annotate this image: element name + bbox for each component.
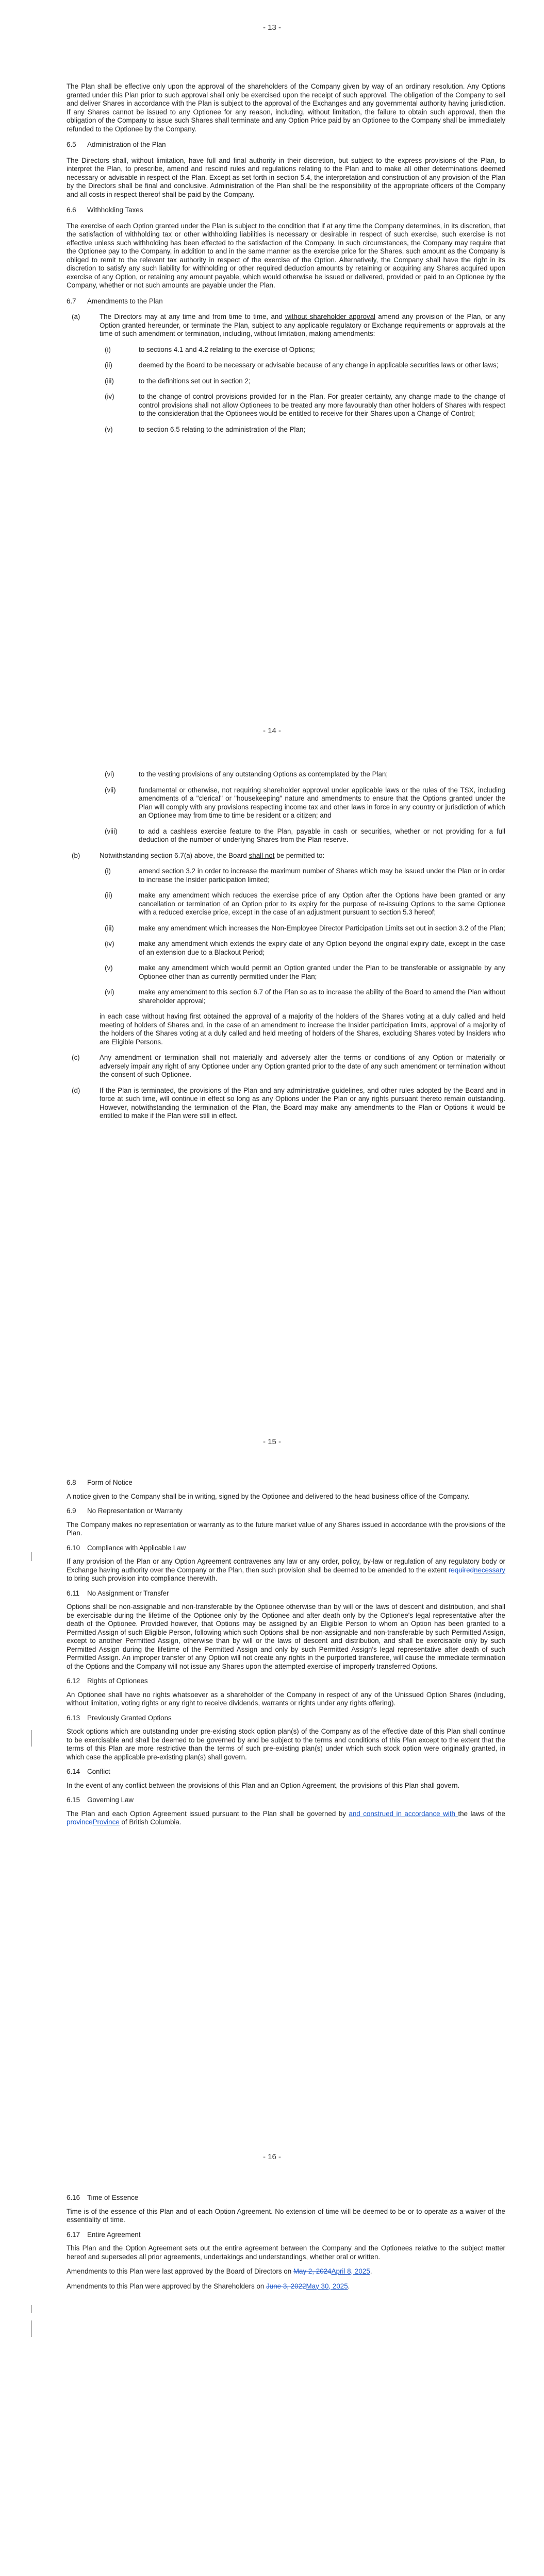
list-item: (vii) fundamental or otherwise, not requiring shareholder approval under applicable laws or the rules of the TSX, including amendments of a "clerical" or "housekeeping" nature and amendments to ensure that the Options granted under the Plan will comply with any provisions respecting income tax and other laws in force in any country or jurisdiction of which an Optionee may from time to time be resident or a citizen; and [105, 786, 505, 819]
section-heading: 6.12 Rights of Optionees [67, 1677, 148, 1685]
section-heading: 6.8 Form of Notice [67, 1479, 133, 1486]
list-item: (i) to sections 4.1 and 4.2 relating to the exercise of Options; [105, 345, 315, 353]
section-heading: 6.10 Compliance with Applicable Law [67, 1544, 186, 1552]
clause-b: (b) Notwithstanding section 6.7(a) above, the Board shall not be permitted to: (i) amend section 3.2 in order to increase the maximum number of Shares which may be issued under the Plan or in order to increase the Insider participation limited; (ii) make any amendment which reduces the exercise price of any Option after the Options have been granted or any cancellation or termination of an Option prior to its expiry for the purpose of re-issuing Options to the same Optionee with a reduced exercise price, except in the case of an adjustment pursuant to section 5.3 hereof; (iii) make any amendment which increases the Non-Employee Director Participation Limits set out in section 3.2 of the Plan; (iv) make any amendment which extends the expiry date of any Option beyond the original expiry date, except in the case of an extension due to a Blackout Period; (v) make any amendment which would permit an Option granted under the Plan to be transferable or assignable by any Optionee other than as currently permitted under the Plan; (vi) make any amendment to this section 6.7 of the Plan so as to increase the ability of the Board to amend the Plan without shareholder approval; in each case without having first obtained the approval of a majority of the holders of the Shares voting at a duly called and held meeting of holders of Shares and, in the case of an amendment to increase the Insider participation limits, approval of a majority of the holders of the Shares voting at a duly called and held meeting of holders of the Shares, excluding Shares voted by Insiders who are Eligible Persons. [72, 851, 505, 1046]
list-item: (iii) to the definitions set out in section 2; [105, 377, 251, 385]
section-heading: 6.13 Previously Granted Options [67, 1714, 172, 1722]
clause-d: (d) If the Plan is terminated, the provisions of the Plan and any administrative guidelines, and other rules adopted by the Board and in force at such time, will continue in effect so long as any Options under the Plan or any rights pursuant thereto remain outstanding. However, notwithstanding the termination of the Plan, the Board may make any amendments to the Plan or Options it would be entitled to make if the Plan were still in effect. [72, 1086, 505, 1120]
list-item: (i) amend section 3.2 in order to increase the maximum number of Shares which may be issued under the Plan or in order to increase the Insider participation limited; [105, 867, 505, 884]
list-item: (v) to section 6.5 relating to the administration of the Plan; [105, 425, 306, 433]
section-heading: 6.11 No Assignment or Transfer [67, 1589, 169, 1597]
page-number: - 16 - [262, 2153, 281, 2161]
list-item: (iv) make any amendment which extends the expiry date of any Option beyond the original expiry date, except in the case of an extension due to a Blackout Period; [105, 940, 505, 956]
page-number: - 13 - [262, 23, 281, 32]
section-heading: 6.17 Entire Agreement [67, 2230, 141, 2239]
page-number: - 14 - [262, 726, 281, 735]
section-heading: 6.14 Conflict [67, 1768, 110, 1775]
section-paragraph: The Company makes no representation or warranty as to the future market value of any Shares issued in accordance with the provisions of the Plan. [67, 1520, 505, 1537]
section-paragraph: An Optionee shall have no rights whatsoever as a shareholder of the Company in respect of any of the Unissued Option Shares (including, without limitation, voting rights or any right to receive dividends, warrants or rights under any rights offering). [67, 1690, 505, 1707]
amendment-approval-shareholders: Amendments to this Plan were approved by the Shareholders on June 3, 2022May 30, 2025. [67, 2282, 350, 2290]
section-paragraph: If any provision of the Plan or any Option Agreement contravenes any law or any order, policy, by-law or regulation of any regulatory body or Exchange having authority over the Company or the Plan, then such provision shall be deemed to be amended to the extent requirednecessary to bring such provision into compliance therewith. [67, 1557, 505, 1582]
section-paragraph: A notice given to the Company shall be in writing, signed by the Optionee and delivered to the head business office of the Company. [67, 1492, 470, 1500]
intro-paragraph: The Plan shall be effective only upon the approval of the shareholders of the Company given by way of an ordinary resolution. Any Options granted under this Plan prior to such approval shall only be exercised upon the receipt of such approval. The obligation of the Company to sell and deliver Shares in accordance with the Plan is subject to the approval of the Exchanges and any governmental authority having jurisdiction. If any Shares cannot be issued to any Optionee for any reason, including, without limitation, the failure to obtain such approval, then the obligation of the Company to issue such Shares shall terminate and any Option Price paid by an Optionee to the Company shall be immediately refunded to the Optionee by the Company. [67, 82, 505, 133]
inserted-text: Province [92, 1818, 120, 1826]
section-paragraph: Options shall be non-assignable and non-transferable by the Optionee otherwise than by will or the laws of descent and distribution, and shall be exercisable during the lifetime of the Optionee only by the Optionee and after death only by the Optionee's legal representative after the death of the Optionee. Provided however, that Options may be assigned by an Eligible Person to whom an Option has been granted to a Permitted Assign of such Eligible Person, following which such Options shall be non-assignable and non-transferable by such Permitted Assign, except to another Permitted Assign, otherwise than by will or the laws of descent and distribution, and shall be exercisable only by such Permitted Assign during the lifetime of the Permitted Assign and only by such Permitted Assign's legal representative after death of such Permitted Assign. An improper transfer of any Option will not create any rights in the purported transferee, will cause the immediate termination of the Options and the Company will not issue any Shares upon the attempted exercise of improperly transferred Options. [67, 1603, 505, 1670]
clause-text: The Directors may at any time and from time to time, and without shareholder approval amend any provision of the Plan, or any Option granted hereunder, or terminate the Plan, subject to any applicable regulatory or Exchange requirements or approvals at the time of such amendment or termination, including, without limitation, making amendments: [100, 313, 505, 337]
subclause-list [100, 867, 505, 1005]
section-heading: 6.15 Governing Law [67, 1796, 134, 1804]
list-item: (iii) make any amendment which increases the Non-Employee Director Participation Limits set out in section 3.2 of the Plan; [105, 924, 505, 932]
inserted-text: April 8, 2025 [331, 2267, 370, 2275]
page-number: - 15 - [262, 1437, 281, 1446]
section-paragraph: Time is of the essence of this Plan and of each Option Agreement. No extension of time will be deemed to be or to operate as a waiver of the essentiality of time. [67, 2207, 505, 2224]
list-item: (ii) deemed by the Board to be necessary or advisable because of any change in applicable securities laws or other laws; [105, 361, 499, 369]
inserted-text: and construed in accordance with [349, 1809, 458, 1818]
section-heading: 6.5 Administration of the Plan [67, 141, 166, 148]
deleted-text: province [67, 1818, 93, 1826]
deleted-text: required [448, 1566, 474, 1574]
section-paragraph: The exercise of each Option granted under the Plan is subject to the condition that if at any time the Company determines, in its discretion, that the satisfaction of withholding tax or other withholding liabilities is necessary or desirable in respect of such exercise, such exercise is not effective unless such withholding has been effected to the satisfaction of the Company. In such circumstances, the Company may require that the Optionee pay to the Company, in addition to and in the same manner as the exercise price for the Shares, such amount as the Company is obliged to remit to the relevant tax authority in respect of the exercise of the Option. Alternatively, the Company shall have the right in its discretion to satisfy any such liability for withholding or other required deduction amounts by retaining or acquiring any Shares acquired upon exercise of any Option, or retaining any amount payable, which would otherwise be issued or delivered, provided or paid to an Optionee by the Company, whether or not such amounts are payable under the Plan. [67, 222, 505, 289]
subclause-list [67, 770, 505, 844]
subclause-list [100, 346, 505, 434]
section-heading: 6.6 Withholding Taxes [67, 206, 143, 214]
amendment-approval-board: Amendments to this Plan were last approved by the Board of Directors on May 2, 2024April 8, 2025. [67, 2267, 372, 2275]
section-paragraph: The Directors shall, without limitation, have full and final authority in their discretion, but subject to the express provisions of the Plan, to interpret the Plan, to prescribe, amend and rescind rules and regulations relating to the Plan and to make all other determinations deemed necessary or advisable in respect of the Plan. Except as set forth in section 5.4, the interpretation and construction of any provision of the Plan by the Directors shall be final and conclusive. Administration of the Plan shall be the responsibility of the appropriate officers of the Company and all costs in respect thereof shall be paid by the Company. [67, 156, 505, 198]
clause-text: Notwithstanding section 6.7(a) above, the Board shall not be permitted to: [100, 851, 325, 859]
inserted-text: necessary [473, 1566, 505, 1574]
clause-c: (c) Any amendment or termination shall not materially and adversely alter the terms or conditions of any Option or materially or adversely impair any right of any Optionee under any Option granted prior to the date of any such amendment or termination without the consent of such Optionee. [72, 1054, 505, 1078]
deleted-text: May 2, 2024 [293, 2267, 332, 2275]
list-item: (viii) to add a cashless exercise feature to the Plan, payable in cash or securities, whether or not providing for a full deduction of the number of underlying Shares from the Plan reserve. [105, 827, 505, 843]
section-heading: 6.9 No Representation or Warranty [67, 1507, 183, 1515]
section-paragraph: This Plan and the Option Agreement sets out the entire agreement between the Company and the Optionees relative to the subject matter hereof and supersedes all prior agreements, undertakings and understandings, whether oral or written. [67, 2244, 505, 2261]
deleted-text: June 3, 2022 [266, 2282, 306, 2290]
section-paragraph: Stock options which are outstanding under pre-existing stock option plan(s) of the Company as of the effective date of this Plan shall continue to be exercisable and shall be deemed to be governed by and be subject to the terms and conditions of this Plan except to the extent that the terms of this Plan are more restrictive than the terms of such pre-existing plan(s) under which such stock option were originally granted, in which case the applicable pre-existing plan(s) shall govern. [67, 1727, 505, 1761]
list-item: (vi) make any amendment to this section 6.7 of the Plan so as to increase the ability of the Board to amend the Plan without shareholder approval; [105, 988, 505, 1005]
section-heading: 6.16 Time of Essence [67, 2194, 139, 2201]
list-item: (v) make any amendment which would permit an Option granted under the Plan to be transferable or assignable by any Optionee other than as currently permitted under the Plan; [105, 964, 505, 980]
clause-tail: in each case without having first obtained the approval of a majority of the holders of the Shares voting at a duly called and held meeting of holders of Shares and, in the case of an amendment to increase the Insider participation limits, approval of a majority of the holders of the Shares voting at a duly called and held meeting of holders of the Shares, excluding Shares voted by Insiders who are Eligible Persons. [100, 1012, 505, 1046]
list-item: (ii) make any amendment which reduces the exercise price of any Option after the Options have been granted or any cancellation or termination of an Option prior to its expiry for the purpose of re-issuing Options to the same Optionee with a reduced exercise price, except in the case of an adjustment pursuant to section 5.3 hereof; [105, 891, 505, 916]
section-heading: 6.7 Amendments to the Plan [67, 297, 163, 305]
section-paragraph: In the event of any conflict between the provisions of this Plan and an Option Agreement, the provisions of this Plan shall govern. [67, 1781, 460, 1789]
section-paragraph: The Plan and each Option Agreement issued pursuant to the Plan shall be governed by and construed in accordance with the laws of the provinceProvince of British Columbia. [67, 1809, 505, 1826]
inserted-text: May 30, 2025 [306, 2282, 348, 2290]
list-item: (iv) to the change of control provisions provided for in the Plan. For greater certainty, any change made to the change of control provisions shall not allow Optionees to be treated any more favourably than other holders of Shares with respect to the consideration that the Optionees would be entitled to receive for their Shares upon a Change of Control; [105, 393, 505, 417]
list-item: (vi) to the vesting provisions of any outstanding Options as contemplated by the Plan; [105, 770, 388, 778]
clause-a: (a) The Directors may at any time and from time to time, and without shareholder approval amend any provision of the Plan, or any Option granted hereunder, or terminate the Plan, subject to any applicable regulatory or Exchange requirements or approvals at the time of such amendment or termination, including, without limitation, making amendments: (i) to sections 4.1 and 4.2 relating to the exercise of Options; (ii) deemed by the Board to be necessary or advisable because of any change in applicable securities laws or other laws; (iii) to the definitions set out in section 2; (iv) to the change of control provisions provided for in the Plan. For greater certainty, any change made to the change of control provisions shall not allow Optionees to be treated any more favourably than other holders of Shares with respect to the consideration that the Optionees would be entitled to receive for their Shares upon a Change of Control; (v) to section 6.5 relating to the administration of the Plan; [72, 313, 505, 433]
